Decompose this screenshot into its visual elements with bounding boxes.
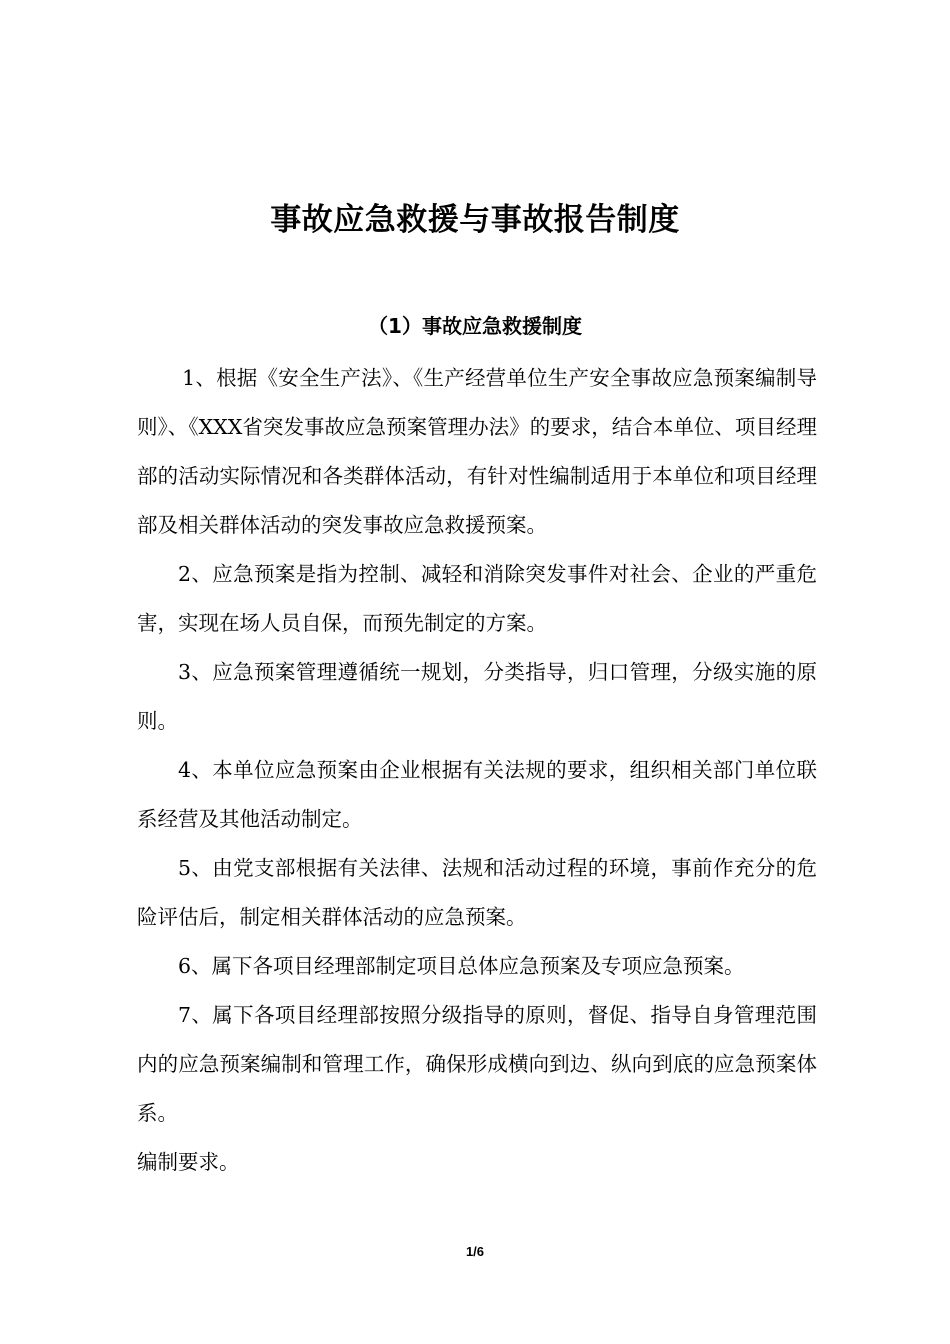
paragraph-3: 3、应急预案管理遵循统一规划，分类指导，归口管理，分级实施的原则。 [137,660,817,733]
document-body [137,354,817,1187]
paragraph-5: 5、由党支部根据有关法律、法规和活动过程的环境，事前作充分的危险评估后，制定相关群体活动的应急预案。 [137,856,817,929]
paragraph-6: 6、属下各项目经理部制定项目总体应急预案及专项应急预案。 [178,954,745,978]
page-number: 1/6 [465,1244,485,1259]
paragraph-8: 编制要求。 [137,1150,240,1174]
paragraph-4: 4、本单位应急预案由企业根据有关法规的要求，组织相关部门单位联系经营及其他活动制定。 [137,758,817,831]
paragraph-1: 1、根据《安全生产法》、《生产经营单位生产安全事故应急预案编制导则》、《XXX省突发事故应急预案管理办法》的要求，结合本单位、项目经理部的活动实际情况和各类群体活动，有针对性编制适用于本单位和项目经理部及相关群体活动的突发事故应急救援预案。 [137,366,817,537]
paragraph-7: 7、属下各项目经理部按照分级指导的原则，督促、指导自身管理范围内的应急预案编制和管理工作，确保形成横向到边、纵向到底的应急预案体系。 [137,1003,817,1125]
document-title: 事故应急救援与事故报告制度 [270,202,680,238]
section-heading: （1）事故应急救援制度 [368,314,582,338]
paragraph-2: 2、应急预案是指为控制、减轻和消除突发事件对社会、企业的严重危害，实现在场人员自保，而预先制定的方案。 [137,562,817,635]
